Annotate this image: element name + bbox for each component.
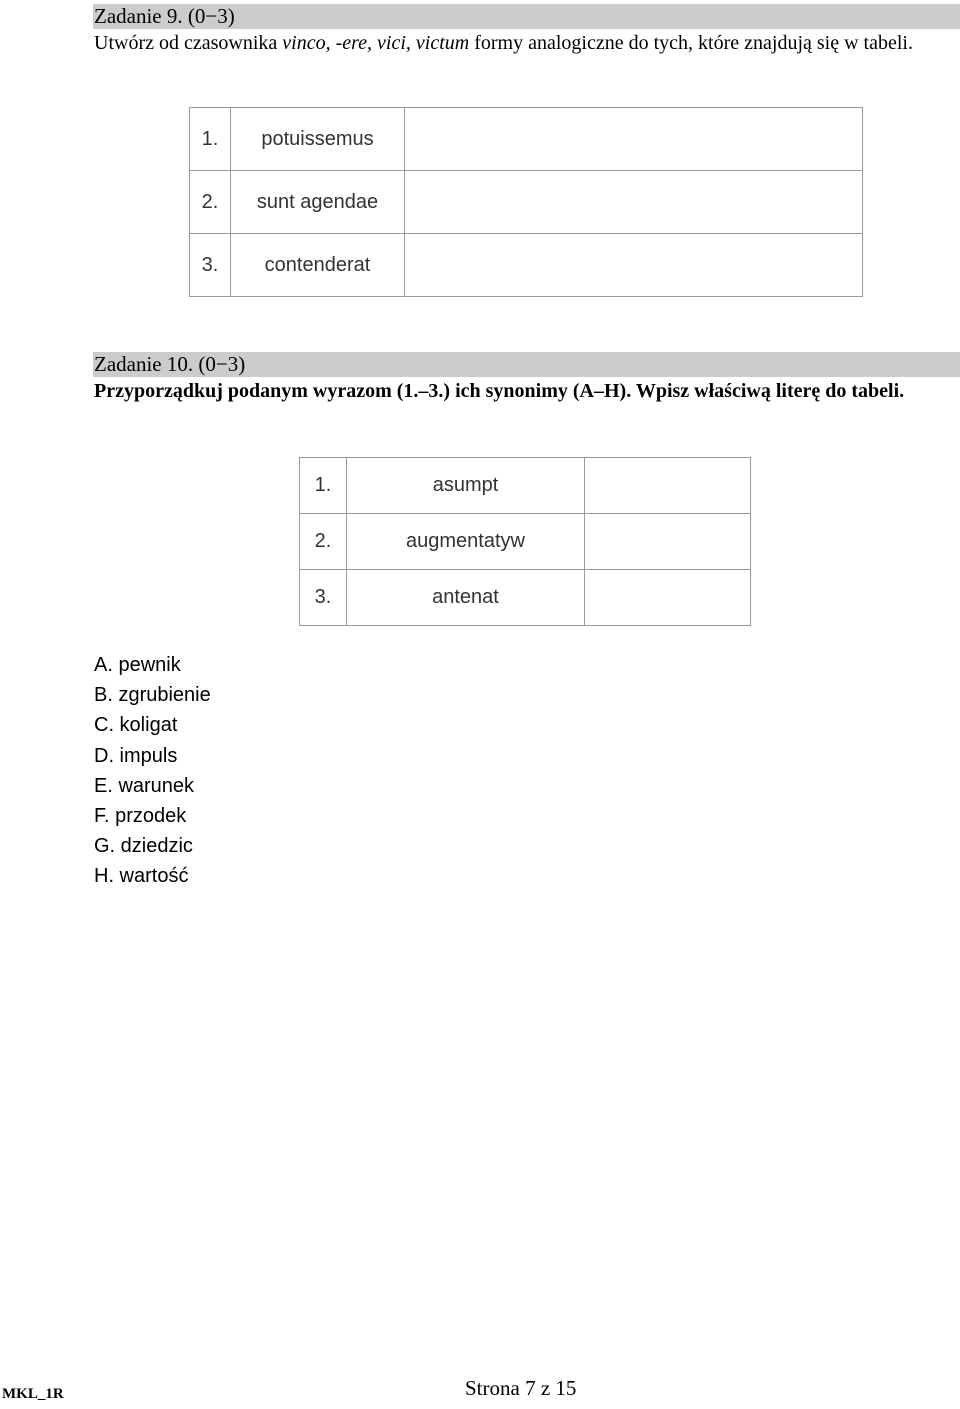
table-row (300, 458, 751, 514)
list-item: H. wartość (94, 865, 189, 888)
list-item: E. warunek (94, 774, 195, 797)
task-10-header: Zadanie 10. (0−3) (93, 352, 960, 377)
list-item: G. dziedzic (94, 835, 193, 858)
synonym-options-list (94, 650, 211, 892)
answer-cell[interactable] (585, 514, 751, 570)
row-word: contenderat (231, 234, 405, 297)
row-word: sunt agendae (231, 171, 405, 234)
table-row (300, 514, 751, 570)
list-item: D. impuls (94, 744, 178, 767)
answer-cell[interactable] (405, 171, 863, 234)
table-row (300, 570, 751, 626)
task-10-table (299, 457, 751, 626)
answer-cell[interactable] (405, 108, 863, 171)
list-item: B. zgrubienie (94, 684, 211, 707)
row-word: augmentatyw (347, 514, 585, 570)
row-number: 2. (300, 514, 347, 570)
task-10-instruction: Przyporządkuj podanym wyrazom (1.–3.) ich synonimy (A–H). Wpisz właściwą literę do tabeli. (94, 380, 905, 402)
row-number: 1. (190, 108, 231, 171)
row-number: 2. (190, 171, 231, 234)
task-9-header: Zadanie 9. (0−3) (93, 4, 960, 29)
row-word: antenat (347, 570, 585, 626)
task-9-verb: vinco, -ere, vici, victum (282, 32, 470, 54)
row-number: 3. (190, 234, 231, 297)
exam-code: MKL_1R (2, 1386, 64, 1402)
table-row (190, 171, 863, 234)
task-9-instruction (94, 30, 957, 56)
task-9-table (189, 107, 863, 297)
row-word: potuissemus (231, 108, 405, 171)
table-row (190, 108, 863, 171)
page-number: Strona 7 z 15 (465, 1376, 577, 1400)
list-item: C. koligat (94, 714, 178, 737)
row-number: 1. (300, 458, 347, 514)
answer-cell[interactable] (585, 570, 751, 626)
row-number: 3. (300, 570, 347, 626)
table-row (190, 234, 863, 297)
answer-cell[interactable] (405, 234, 863, 297)
task-9-text-after: formy analogiczne do tych, które znajdują się w tabeli. (469, 32, 913, 54)
list-item: F. przodek (94, 805, 187, 828)
list-item: A. pewnik (94, 654, 181, 676)
task-9-text-before: Utwórz od czasownika (94, 32, 283, 54)
row-word: asumpt (347, 458, 585, 514)
answer-cell[interactable] (585, 458, 751, 514)
